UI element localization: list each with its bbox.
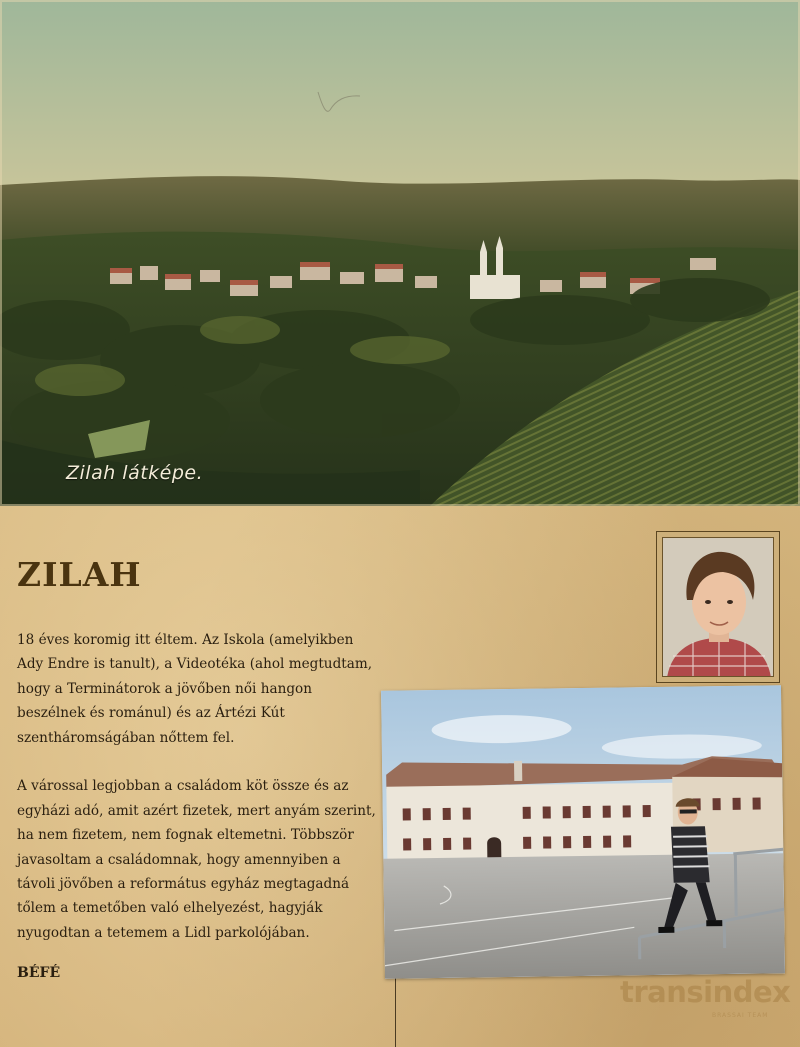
article-body <box>17 628 379 970</box>
portrait-frame <box>656 531 780 683</box>
watermark-subtitle: BRASSAI TEAM <box>712 1012 769 1019</box>
article-paragraph: 18 éves koromig itt éltem. Az Iskola (amelyikben Ady Endre is tanult), a Videotéka (ahol megtudtam, hogy a Terminátorok a jövőben női hangon beszélnek és románul) és az Ártézi Kút szentháromságában nőttem fel. <box>17 632 373 746</box>
school-courtyard-photo <box>381 685 785 979</box>
article-paragraph: A várossal legjobban a családom köt össze és az egyházi adó, amit azért fizetek, mert anyám szerint, ha nem fizetem, nem fognak eltemetni. Többször javasoltam a családomnak, hogy amennyiben a távoli jövőben a református egyház megtagadná tőlem a temetőben való elhelyezést, hagyják nyugodtan a tetemem a Lidl parkolójában. <box>17 778 376 941</box>
page-title: ZILAH <box>17 555 142 594</box>
courtyard-illustration <box>381 685 785 979</box>
transindex-watermark-logo: transindex <box>620 975 791 1009</box>
zilah-panorama-illustration <box>0 0 800 506</box>
portrait-illustration <box>663 538 774 677</box>
vintage-postcard-image <box>0 0 800 506</box>
author-signature: BÉFÉ <box>17 965 61 981</box>
postcard-caption: Zilah látképe. <box>66 462 204 484</box>
author-portrait-photo <box>662 537 774 677</box>
